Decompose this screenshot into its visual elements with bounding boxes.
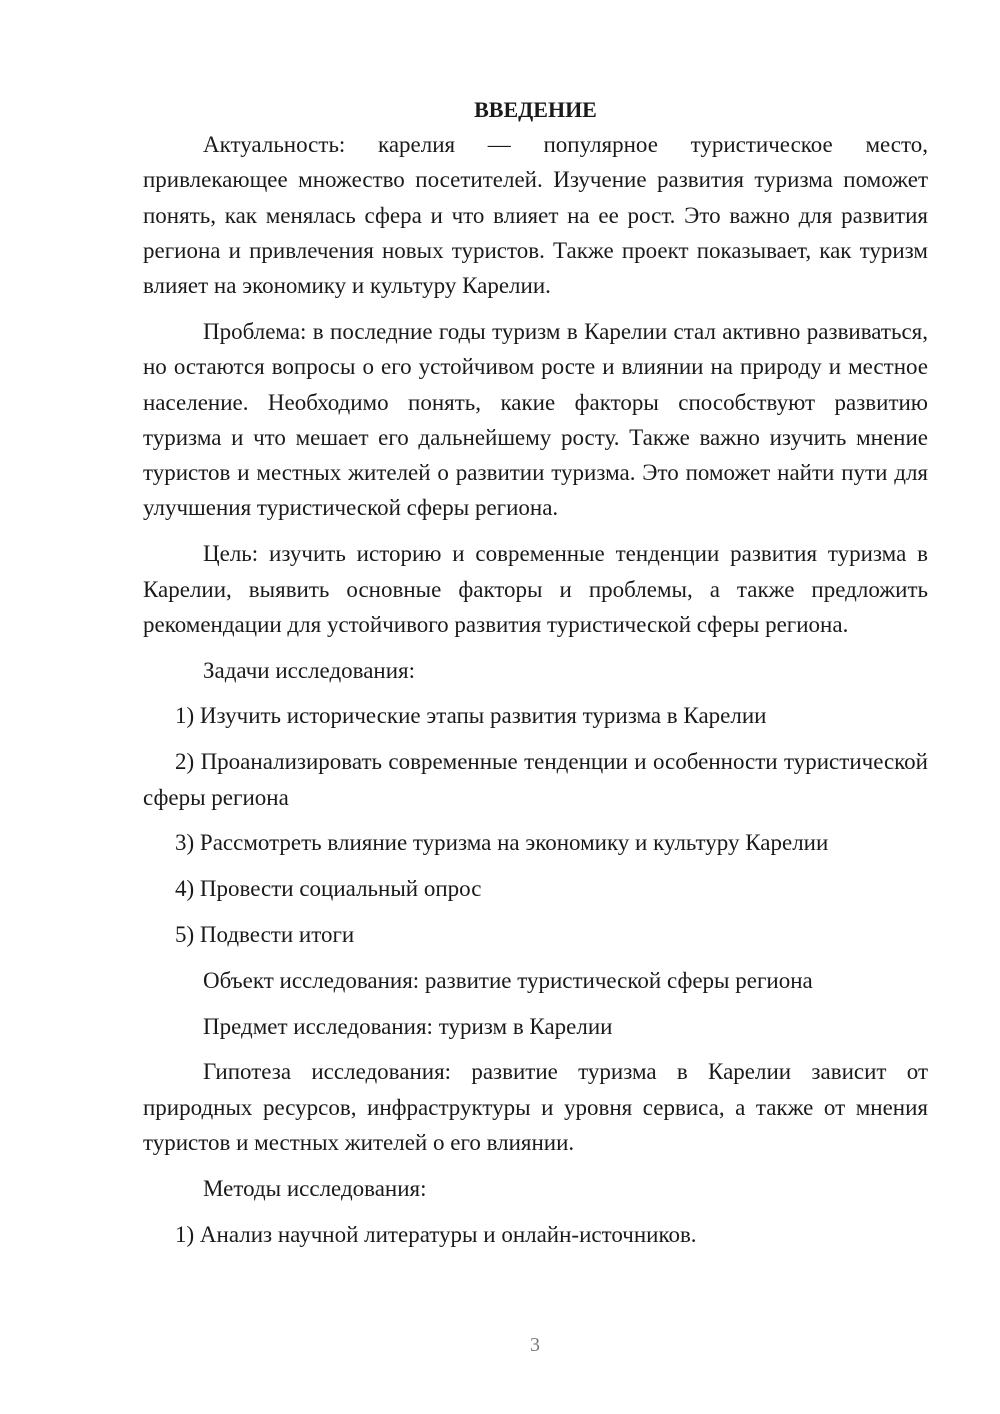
problem-paragraph: Проблема: в последние годы туризм в Карелии стал активно развиваться, но остаются вопросы о его устойчивом росте и влиянии на природу и местное население. Необходимо понять, какие факторы способствуют развитию туризма и что мешает его дальнейшему росту. Также важно изучить мнение туристов и местных жителей о развитии туризма. Это поможет найти пути для улучшения туристической сферы региона. [143, 318, 928, 521]
methods-heading: Методы исследования: [203, 1175, 427, 1201]
page-content [143, 92, 928, 1262]
task-item: 5) Подвести итоги [175, 921, 355, 947]
object-paragraph: Объект исследования: развитие туристической сферы региона [203, 967, 813, 993]
method-item: 1) Анализ научной литературы и онлайн-источников. [175, 1221, 697, 1247]
task-item: 2) Проанализировать современные тенденции и особенности туристической сферы региона [143, 749, 928, 810]
section-title: ВВЕДЕНИЕ [474, 97, 597, 122]
relevance-paragraph: Актуальность: карелия — популярное туристическое место, привлекающее множество посетителей. Изучение развития туризма поможет понять, как менялась сфера и что влияет на ее рост. Это важно для развития региона и привлечения новых туристов. Также проект показывает, как туризм влияет на экономику и культуру Карелии. [143, 132, 928, 299]
tasks-heading: Задачи исследования: [203, 657, 416, 683]
hypothesis-paragraph: Гипотеза исследования: развитие туризма в Карелии зависит от природных ресурсов, инфраструктуры и уровня сервиса, а также от мнения туристов и местных жителей о его влиянии. [143, 1059, 928, 1155]
goal-paragraph: Цель: изучить историю и современные тенденции развития туризма в Карелии, выявить основные факторы и проблемы, а также предложить рекомендации для устойчивого развития туристической сферы региона. [143, 541, 928, 637]
subject-paragraph: Предмет исследования: туризм в Карелии [203, 1013, 613, 1039]
task-item: 4) Провести социальный опрос [175, 876, 482, 902]
task-item: 3) Рассмотреть влияние туризма на экономику и культуру Карелии [175, 830, 829, 856]
page-number: 3 [530, 1334, 540, 1356]
task-item: 1) Изучить исторические этапы развития туризма в Карелии [175, 703, 767, 729]
